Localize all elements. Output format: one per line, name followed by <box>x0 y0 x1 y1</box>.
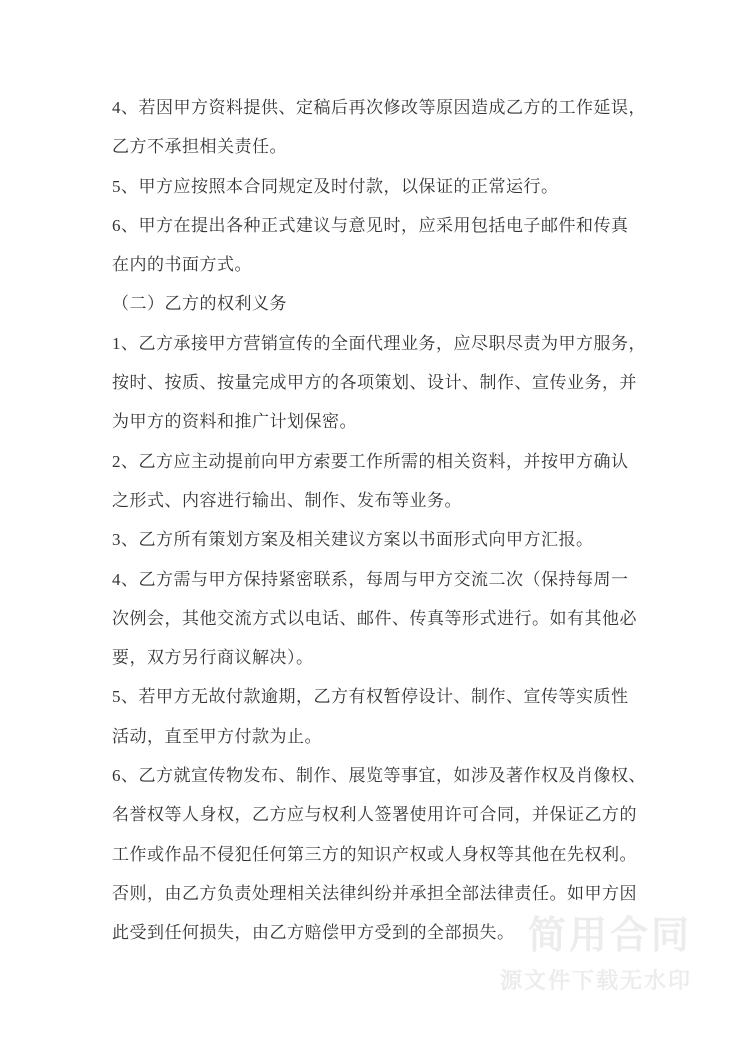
document-line: 在内的书面方式。 <box>112 255 252 275</box>
document-line: 按时、按质、按量完成甲方的各项策划、设计、制作、宣传业务，并 <box>112 373 637 393</box>
document-body <box>112 88 652 953</box>
document-line: 此受到任何损失，由乙方赔偿甲方受到的全部损失。 <box>112 923 515 943</box>
document-line: 要，双方另行商议解决）。 <box>112 648 314 668</box>
document-line: 5、若甲方无故付款逾期，乙方有权暂停设计、制作、宣传等实质性 <box>112 687 629 707</box>
document-line: 之形式、内容进行输出、制作、发布等业务。 <box>112 490 462 510</box>
document-line: 为甲方的资料和推广计划保密。 <box>112 412 357 432</box>
document-line: 次例会，其他交流方式以电话、邮件、传真等形式进行。如有其他必 <box>112 608 637 628</box>
watermark-tagline: 源文件下载无水印 <box>499 968 692 993</box>
document-line: 活动，直至甲方付款为止。 <box>112 726 322 746</box>
document-line: 1、乙方承接甲方营销宣传的全面代理业务，应尽职尽责为甲方服务， <box>112 333 646 353</box>
document-line: 否则，由乙方负责处理相关法律纠纷并承担全部法律责任。如甲方因 <box>112 883 637 903</box>
document-line: 工作或作品不侵犯任何第三方的知识产权或人身权等其他在先权利。 <box>112 844 637 864</box>
document-line: 乙方不承担相关责任。 <box>112 137 287 157</box>
document-line: 名誉权等人身权，乙方应与权利人签署使用许可合同，并保证乙方的 <box>112 805 637 825</box>
document-line: 6、乙方就宣传物发布、制作、展览等事宜，如涉及著作权及肖像权、 <box>112 766 646 786</box>
document-line: 4、乙方需与甲方保持紧密联系，每周与甲方交流二次（保持每周一 <box>112 569 629 589</box>
document-line: 5、甲方应按照本合同规定及时付款，以保证的正常运行。 <box>112 176 559 196</box>
document-line: 6、甲方在提出各种正式建议与意见时，应采用包括电子邮件和传真 <box>112 215 629 235</box>
document-line: 2、乙方应主动提前向甲方索要工作所需的相关资料，并按甲方确认 <box>112 451 629 471</box>
document-line: 3、乙方所有策划方案及相关建议方案以书面形式向甲方汇报。 <box>112 530 594 550</box>
document-line: 4、若因甲方资料提供、定稿后再次修改等原因造成乙方的工作延误， <box>112 98 646 117</box>
document-line: （二）乙方的权利义务 <box>112 294 287 314</box>
watermark-brand: 简用合同 <box>527 915 692 957</box>
